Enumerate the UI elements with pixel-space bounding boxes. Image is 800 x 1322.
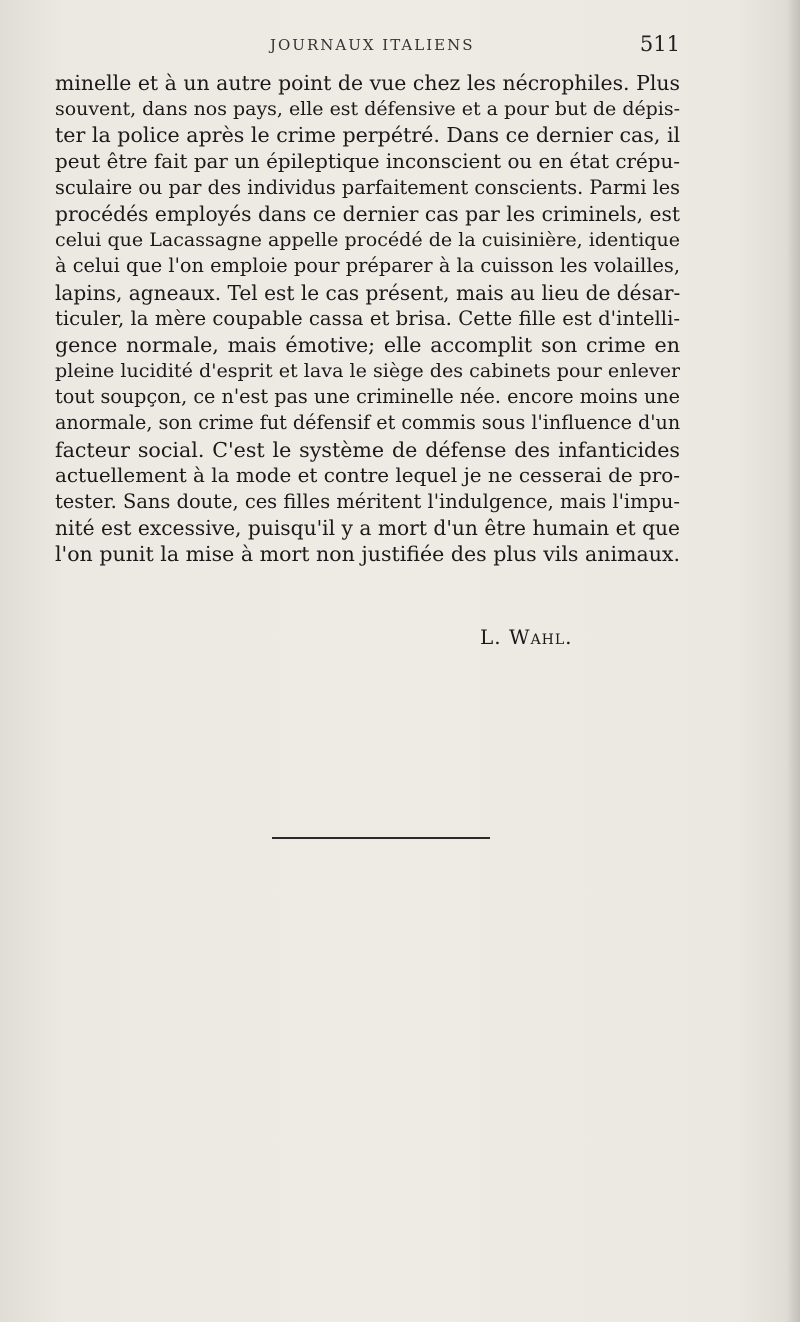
page-header xyxy=(55,32,680,62)
page-number: 511 xyxy=(639,32,680,56)
text-line: souvent, dans nos pays, elle est défensive et a pour but de dépis- xyxy=(55,98,680,121)
text-line: à celui que l'on emploie pour préparer à la cuisson les volailles, xyxy=(55,254,680,278)
section-rule xyxy=(272,837,490,839)
text-line: lapins, agneaux. Tel est le cas présent, mais au lieu de désar- xyxy=(55,280,680,305)
text-line: procédés employés dans ce dernier cas par les criminels, est xyxy=(55,201,680,226)
signature-surname-initial: W xyxy=(509,625,531,649)
text-line: ticuler, la mère coupable cassa et brisa. Cette fille est d'intelli- xyxy=(55,306,680,330)
text-line: pleine lucidité d'esprit et lava le siège des cabinets pour enlever xyxy=(55,359,680,383)
signature-surname-rest: ahl. xyxy=(530,625,573,649)
text-line: gence normale, mais émotive; elle accomplit son crime en xyxy=(55,332,680,357)
text-line-last: l'on punit la mise à mort non justifiée des plus vils animaux. xyxy=(55,542,680,567)
text-line: facteur social. C'est le système de défense des infanticides xyxy=(55,437,680,462)
text-line: ter la police après le crime perpétré. Dans ce dernier cas, il xyxy=(55,123,680,148)
text-line: anormale, son crime fut défensif et commis sous l'influence d'un xyxy=(55,411,680,435)
text-line: peut être fait par un épileptique inconscient ou en état crépu- xyxy=(55,149,680,173)
text-line: sculaire ou par des individus parfaitement conscients. Parmi les xyxy=(55,175,680,199)
text-line: tester. Sans doute, ces filles méritent l'indulgence, mais l'impu- xyxy=(55,490,680,513)
text-line: nité est excessive, puisqu'il y a mort d'un être humain et que xyxy=(55,516,680,541)
text-line: tout soupçon, ce n'est pas une criminelle née. encore moins une xyxy=(55,385,680,409)
signature-surname xyxy=(509,625,573,649)
page-edge-shadow xyxy=(786,0,800,1322)
author-signature xyxy=(480,625,573,649)
article-body xyxy=(55,70,680,568)
signature-initial: L. xyxy=(480,625,502,649)
text-line: minelle et à un autre point de vue chez les nécrophiles. Plus xyxy=(55,71,680,95)
text-line: celui que Lacassagne appelle procédé de la cuisinière, identique xyxy=(55,229,680,252)
text-line: actuellement à la mode et contre lequel je ne cesserai de pro- xyxy=(55,463,680,487)
running-title: JOURNAUX ITALIENS xyxy=(270,36,475,54)
